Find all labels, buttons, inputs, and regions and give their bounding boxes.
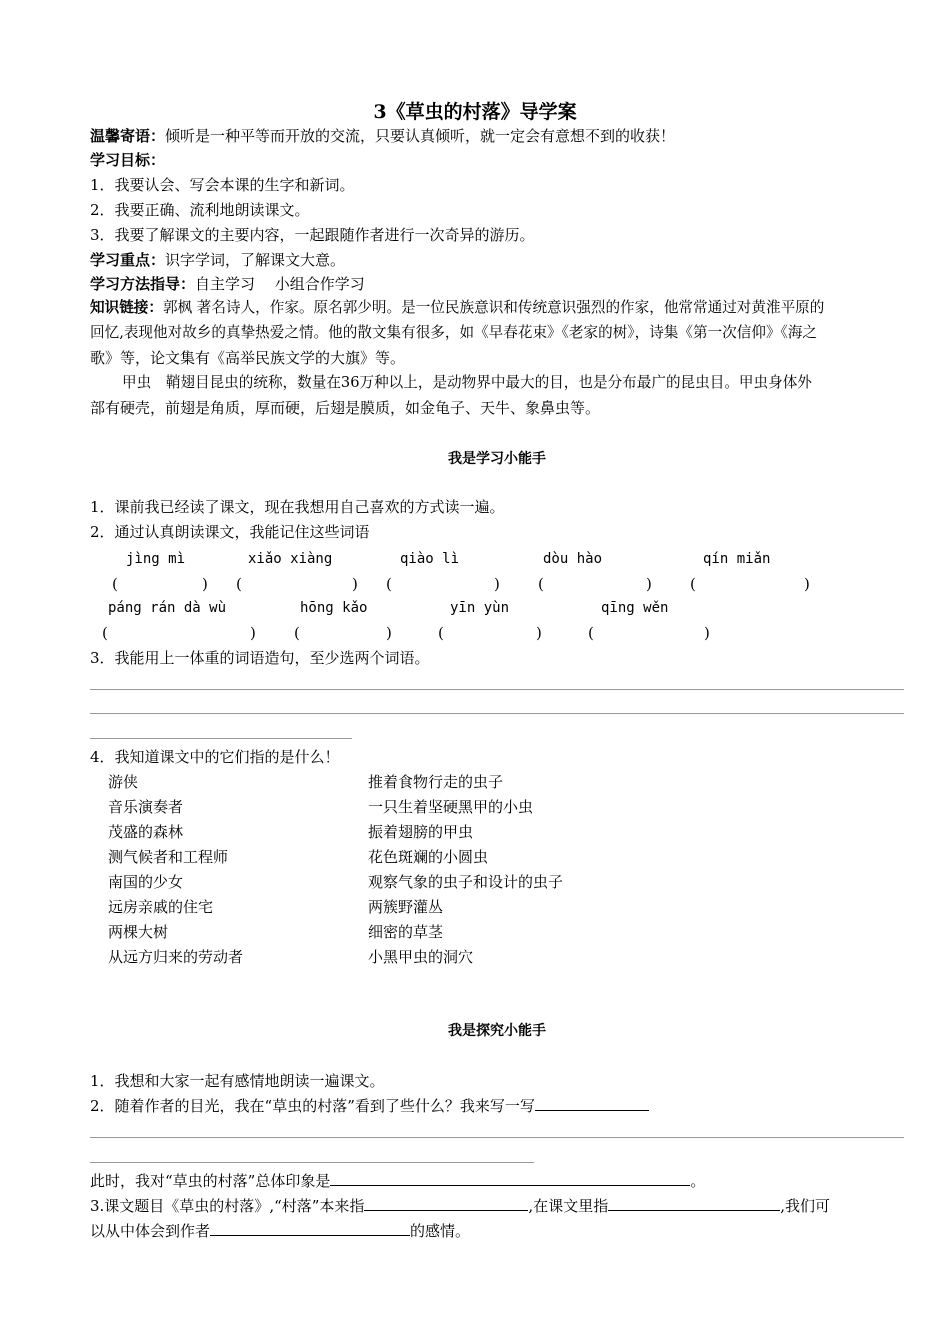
inquiry-q3-text-b: ,在课文里指: [528, 1197, 609, 1215]
match-right-item: 推着食物行走的虫子: [368, 773, 504, 791]
answer-line: [90, 738, 352, 739]
answer-bracket-open: (: [294, 624, 300, 642]
knowledge-line-1: [90, 298, 824, 318]
inquiry-q2-line: [90, 1096, 649, 1116]
answer-bracket-open: (: [690, 575, 696, 593]
answer-bracket-open: (: [588, 624, 594, 642]
answer-line: [90, 689, 904, 690]
pinyin-word: qín miǎn: [703, 551, 771, 567]
section-heading-learning: 我是学习小能手: [448, 451, 546, 467]
answer-bracket-open: (: [112, 575, 118, 593]
answer-bracket-close: ): [804, 575, 810, 593]
match-right-item: 振着翅膀的甲虫: [368, 823, 474, 841]
key-points-line: [90, 250, 345, 270]
answer-bracket-close: ): [250, 624, 256, 642]
inquiry-q3-text-c: ,我们可: [780, 1197, 830, 1215]
fill-blank[interactable]: [210, 1221, 410, 1236]
match-left-item: 远房亲戚的住宅: [108, 898, 214, 916]
goals-label: 学习目标：: [90, 151, 166, 169]
answer-bracket-close: ): [202, 575, 208, 593]
answer-bracket-open: (: [438, 624, 444, 642]
goal-item: 1．我要认会、写会本课的生字和新词。: [90, 176, 355, 194]
knowledge-line-3: 歌》等，论文集有《高举民族文学的大旗》等。: [90, 349, 406, 367]
pinyin-word: páng rán dà wù: [108, 600, 227, 616]
impression-line: [90, 1171, 705, 1191]
pinyin-word: qiào lì: [400, 551, 460, 567]
knowledge-line-2: 回忆,表现他对故乡的真挚热爱之情。他的散文集有很多，如《早春花束》《老家的树》，诗集《第一次信仰》《海之: [90, 324, 818, 341]
match-left-item: 南国的少女: [108, 873, 184, 891]
pinyin-word: jìng mì: [126, 551, 186, 567]
match-right-item: 小黑甲虫的洞穴: [368, 948, 474, 966]
learning-q3: 3．我能用上一体重的词语造句，至少选两个词语。: [90, 649, 430, 667]
key-points-text: 识字学词，了解课文大意。: [165, 251, 346, 269]
inquiry-q3-text-d: 以从中体会到作者: [90, 1222, 211, 1240]
learning-q4: 4．我知道课文中的它们指的是什么！: [90, 748, 340, 766]
impression-text: 此时，我对“草虫的村落”总体印象是: [90, 1172, 331, 1190]
fill-blank[interactable]: [364, 1196, 528, 1211]
pinyin-word: yīn yùn: [450, 600, 510, 616]
inquiry-q3-line-2: [90, 1221, 470, 1241]
answer-bracket-close: ): [704, 624, 710, 642]
match-left-item: 两棵大树: [108, 923, 169, 941]
method-label: 学习方法指导：: [90, 275, 196, 293]
answer-line: [90, 1137, 904, 1138]
match-left-item: 茂盛的森林: [108, 823, 184, 841]
answer-line: [90, 713, 904, 714]
match-right-item: 细密的草茎: [368, 923, 444, 941]
answer-bracket-open: (: [538, 575, 544, 593]
page-title: 3《草虫的村落》导学案: [373, 101, 577, 123]
match-right-item: 花色斑斓的小圆虫: [368, 848, 489, 866]
answer-bracket-close: ): [494, 575, 500, 593]
answer-bracket-close: ): [646, 575, 652, 593]
fill-blank[interactable]: [330, 1171, 690, 1186]
inquiry-q2: 2．随着作者的目光，我在“草虫的村落”看到了些什么？我来写一写: [90, 1097, 535, 1115]
answer-bracket-open: (: [102, 624, 108, 642]
method-line: [90, 274, 365, 294]
knowledge-text-1: 郭枫 著名诗人，作家。原名郭少明。是一位民族意识和传统意识强烈的作家，他常常通过对黄淮平原的: [162, 299, 825, 316]
section-heading-inquiry: 我是探究小能手: [448, 1023, 546, 1039]
match-left-item: 游侠: [108, 773, 139, 791]
answer-bracket-open: (: [386, 575, 392, 593]
match-right-item: 一只生着坚硬黑甲的小虫: [368, 798, 534, 816]
inquiry-q1: 1．我想和大家一起有感情地朗读一遍课文。: [90, 1072, 385, 1090]
pinyin-word: qīng wěn: [601, 600, 669, 616]
learning-q2: 2．通过认真朗读课文，我能记住这些词语: [90, 523, 370, 541]
inquiry-q3-text-a: 3.课文题目《草虫的村落》,“村落”本来指: [90, 1197, 365, 1215]
greeting-text: 倾听是一种平等而开放的交流，只要认真倾听，就一定会有意想不到的收获！: [165, 127, 676, 145]
knowledge-label: 知识链接：: [90, 299, 163, 316]
answer-bracket-open: (: [236, 575, 242, 593]
method-text: 自主学习 小组合作学习: [195, 275, 365, 293]
answer-line: [90, 1162, 534, 1163]
pinyin-word: dòu hào: [543, 551, 603, 567]
greeting-label: 温馨寄语：: [90, 127, 166, 145]
match-right-item: 两簇野灌丛: [368, 898, 444, 916]
match-left-item: 测气候者和工程师: [108, 848, 229, 866]
answer-bracket-close: ): [536, 624, 542, 642]
fill-blank[interactable]: [535, 1096, 649, 1111]
pinyin-word: xiǎo xiàng: [248, 551, 333, 567]
answer-bracket-close: ): [386, 624, 392, 642]
key-points-label: 学习重点：: [90, 251, 166, 269]
beetle-line-2: 部有硬壳，前翅是角质，厚而硬，后翅是膜质，如金龟子、天牛、象鼻虫等。: [90, 399, 601, 417]
impression-end: 。: [690, 1172, 706, 1190]
greeting-line: [90, 126, 675, 146]
match-left-item: 从远方归来的劳动者: [108, 948, 244, 966]
goal-item: 2．我要正确、流利地朗读课文。: [90, 201, 310, 219]
match-left-item: 音乐演奏者: [108, 798, 184, 816]
inquiry-q3-line-1: [90, 1196, 830, 1216]
fill-blank[interactable]: [608, 1196, 780, 1211]
answer-bracket-close: ): [352, 575, 358, 593]
beetle-line-1: 甲虫 鞘翅目昆虫的统称，数量在36万种以上，是动物界中最大的目，也是分布最广的昆虫目。甲虫身体外: [122, 374, 812, 391]
goal-item: 3．我要了解课文的主要内容，一起跟随作者进行一次奇异的游历。: [90, 226, 535, 244]
match-right-item: 观察气象的虫子和设计的虫子: [368, 873, 564, 891]
inquiry-q3-text-e: 的感情。: [410, 1222, 471, 1240]
learning-q1: 1．课前我已经读了课文，现在我想用自己喜欢的方式读一遍。: [90, 498, 505, 516]
pinyin-word: hōng kǎo: [300, 600, 368, 616]
